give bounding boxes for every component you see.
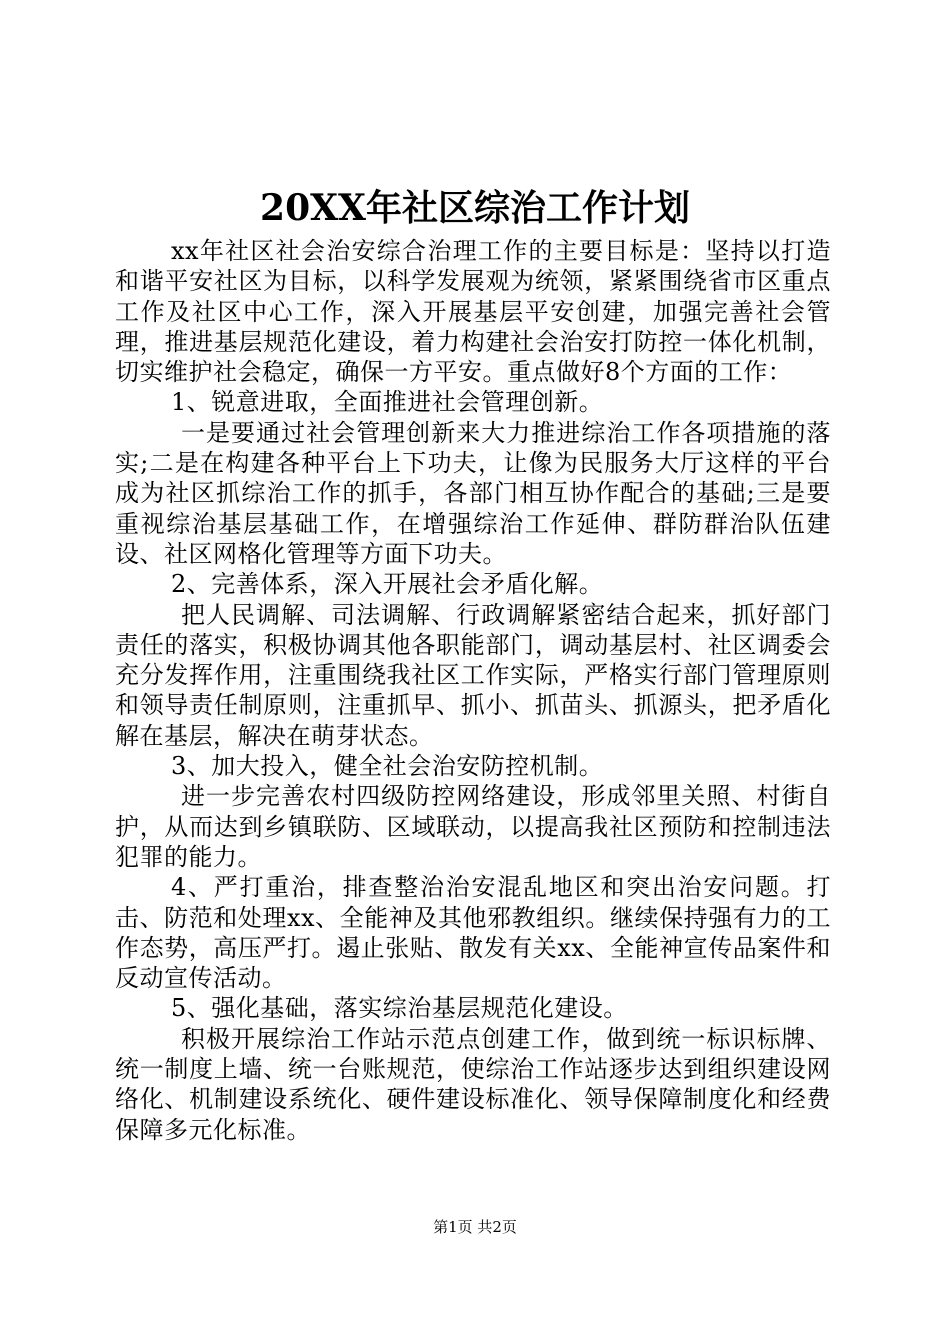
intro-paragraph: xx年社区社会治安综合治理工作的主要目标是：坚持以打造和谐平安社区为目标，以科学发展观为统领，紧紧围绕省市区重点工作及社区中心工作，深入开展基层平安创建，加强完善社会管理，推进基层规范化建设，着力构建社会治安打防控一体化机制，切实维护社会稳定，确保一方平安。重点做好8个方面的工作： xyxy=(115,237,831,387)
page-number-footer: 第1页 共2页 xyxy=(433,1218,517,1236)
section-heading-3: 3、加大投入，健全社会治安防控机制。 xyxy=(171,752,604,781)
section-body-5: 积极开展综治工作站示范点创建工作，做到统一标识标牌、统一制度上墙、统一台账规范，使综治工作站逐步达到组织建设网络化、机制建设系统化、硬件建设标准化、领导保障制度化和经费保障多元化标准。 xyxy=(115,1024,831,1144)
document-title: 20XX年社区综治工作计划 xyxy=(260,187,690,229)
section-body-3: 进一步完善农村四级防控网络建设，形成邻里关照、村街自护，从而达到乡镇联防、区域联动，以提高我社区预防和控制违法犯罪的能力。 xyxy=(115,782,831,871)
section-heading-1: 1、锐意进取，全面推进社会管理创新。 xyxy=(171,388,604,417)
section-heading-4: 4、严打重治，排查整治治安混乱地区和突出治安问题。打击、防范和处理xx、全能神及其他邪教组织。继续保持强有力的工作态势，高压严打。遏止张贴、散发有关xx、全能神宣传品案件和反动宣传活动。 xyxy=(115,873,831,993)
section-body-1: 一是要通过社会管理创新来大力推进综治工作各项措施的落实;二是在构建各种平台上下功夫，让像为民服务大厅这样的平台成为社区抓综治工作的抓手，各部门相互协作配合的基础;三是要重视综治基层基础工作，在增强综治工作延伸、群防群治队伍建设、社区网格化管理等方面下功夫。 xyxy=(115,418,831,568)
section-heading-2: 2、完善体系，深入开展社会矛盾化解。 xyxy=(171,570,604,599)
section-heading-5: 5、强化基础，落实综治基层规范化建设。 xyxy=(171,994,628,1023)
section-body-2: 把人民调解、司法调解、行政调解紧密结合起来，抓好部门责任的落实，积极协调其他各职能部门，调动基层村、社区调委会充分发挥作用，注重围绕我社区工作实际，严格实行部门管理原则和领导责任制原则，注重抓早、抓小、抓苗头、抓源头，把矛盾化解在基层，解决在萌芽状态。 xyxy=(115,600,831,750)
document-body xyxy=(115,236,831,1145)
